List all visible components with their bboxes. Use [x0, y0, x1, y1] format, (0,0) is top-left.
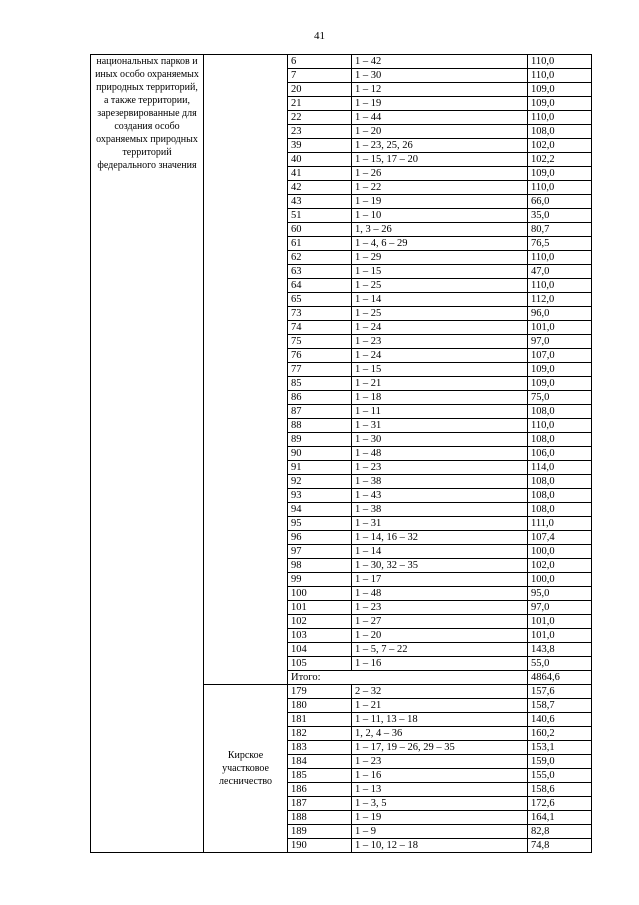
allotments-cell: 1 – 23 [352, 335, 528, 349]
allotments-cell: 1 – 31 [352, 419, 528, 433]
allotments-cell: 1 – 11, 13 – 18 [352, 713, 528, 727]
area-cell: 101,0 [528, 629, 592, 643]
quarter-cell: 85 [288, 377, 352, 391]
area-cell: 102,0 [528, 139, 592, 153]
area-cell: 109,0 [528, 363, 592, 377]
allotments-cell: 1 – 25 [352, 307, 528, 321]
allotments-cell: 1 – 11 [352, 405, 528, 419]
allotments-cell: 1 – 43 [352, 489, 528, 503]
quarter-cell: 86 [288, 391, 352, 405]
allotments-cell: 1 – 14 [352, 545, 528, 559]
forest-land-table [90, 54, 592, 853]
allotments-cell: 1 – 20 [352, 629, 528, 643]
quarter-cell: 39 [288, 139, 352, 153]
allotments-cell: 1 – 16 [352, 769, 528, 783]
allotments-cell: 1 – 24 [352, 321, 528, 335]
area-cell: 95,0 [528, 587, 592, 601]
quarter-cell: 75 [288, 335, 352, 349]
quarter-cell: 105 [288, 657, 352, 671]
area-cell: 108,0 [528, 125, 592, 139]
allotments-cell: 2 – 32 [352, 685, 528, 699]
quarter-cell: 42 [288, 181, 352, 195]
page-number: 41 [314, 30, 325, 42]
allotments-cell: 1 – 22 [352, 181, 528, 195]
allotments-cell: 1 – 30 [352, 433, 528, 447]
quarter-cell: 96 [288, 531, 352, 545]
allotments-cell: 1 – 20 [352, 125, 528, 139]
allotments-cell: 1 – 25 [352, 279, 528, 293]
area-cell: 157,6 [528, 685, 592, 699]
area-cell: 101,0 [528, 615, 592, 629]
allotments-cell: 1 – 17 [352, 573, 528, 587]
area-cell: 97,0 [528, 335, 592, 349]
allotments-cell: 1 – 29 [352, 251, 528, 265]
allotments-cell: 1 – 31 [352, 517, 528, 531]
area-cell: 114,0 [528, 461, 592, 475]
area-cell: 100,0 [528, 545, 592, 559]
area-cell: 102,0 [528, 559, 592, 573]
allotments-cell: 1 – 10, 12 – 18 [352, 839, 528, 853]
quarter-cell: 88 [288, 419, 352, 433]
allotments-cell: 1 – 48 [352, 447, 528, 461]
quarter-cell: 61 [288, 237, 352, 251]
quarter-cell: 91 [288, 461, 352, 475]
quarter-cell: 89 [288, 433, 352, 447]
allotments-cell: 1, 3 – 26 [352, 223, 528, 237]
area-cell: 35,0 [528, 209, 592, 223]
area-cell: 160,2 [528, 727, 592, 741]
quarter-cell: 90 [288, 447, 352, 461]
quarter-cell: 63 [288, 265, 352, 279]
area-cell: 110,0 [528, 279, 592, 293]
allotments-cell: 1 – 23 [352, 461, 528, 475]
area-cell: 97,0 [528, 601, 592, 615]
area-cell: 158,6 [528, 783, 592, 797]
area-cell: 108,0 [528, 433, 592, 447]
area-cell: 109,0 [528, 377, 592, 391]
area-cell: 109,0 [528, 97, 592, 111]
area-cell: 159,0 [528, 755, 592, 769]
allotments-cell: 1 – 27 [352, 615, 528, 629]
allotments-cell: 1 – 19 [352, 811, 528, 825]
quarter-cell: 104 [288, 643, 352, 657]
area-cell: 153,1 [528, 741, 592, 755]
quarter-cell: 189 [288, 825, 352, 839]
area-cell: 74,8 [528, 839, 592, 853]
allotments-cell: 1 – 4, 6 – 29 [352, 237, 528, 251]
table-row [91, 55, 592, 69]
allotments-cell: 1 – 23, 25, 26 [352, 139, 528, 153]
area-cell: 108,0 [528, 475, 592, 489]
allotments-cell: 1 – 26 [352, 167, 528, 181]
quarter-cell: 93 [288, 489, 352, 503]
allotments-cell: 1 – 42 [352, 55, 528, 69]
area-cell: 110,0 [528, 69, 592, 83]
allotments-cell: 1 – 24 [352, 349, 528, 363]
area-cell: 110,0 [528, 55, 592, 69]
allotments-cell: 1 – 3, 5 [352, 797, 528, 811]
area-cell: 96,0 [528, 307, 592, 321]
quarter-cell: 98 [288, 559, 352, 573]
forestry-cell-empty [204, 55, 288, 685]
area-cell: 110,0 [528, 419, 592, 433]
allotments-cell: 1 – 30, 32 – 35 [352, 559, 528, 573]
allotments-cell: 1 – 17, 19 – 26, 29 – 35 [352, 741, 528, 755]
quarter-cell: 187 [288, 797, 352, 811]
area-cell: 55,0 [528, 657, 592, 671]
quarter-cell: 77 [288, 363, 352, 377]
area-cell: 75,0 [528, 391, 592, 405]
quarter-cell: 51 [288, 209, 352, 223]
area-cell: 110,0 [528, 181, 592, 195]
quarter-cell: 92 [288, 475, 352, 489]
quarter-cell: 186 [288, 783, 352, 797]
quarter-cell: 95 [288, 517, 352, 531]
allotments-cell: 1 – 21 [352, 699, 528, 713]
area-cell: 80,7 [528, 223, 592, 237]
allotments-cell: 1 – 21 [352, 377, 528, 391]
quarter-cell: 185 [288, 769, 352, 783]
allotments-cell: 1 – 16 [352, 657, 528, 671]
allotments-cell: 1 – 15, 17 – 20 [352, 153, 528, 167]
area-cell: 101,0 [528, 321, 592, 335]
quarter-cell: 99 [288, 573, 352, 587]
allotments-cell: 1 – 14 [352, 293, 528, 307]
allotments-cell: 1 – 5, 7 – 22 [352, 643, 528, 657]
quarter-cell: 73 [288, 307, 352, 321]
total-label: Итого: [288, 671, 528, 685]
quarter-cell: 62 [288, 251, 352, 265]
area-cell: 108,0 [528, 489, 592, 503]
quarter-cell: 183 [288, 741, 352, 755]
allotments-cell: 1 – 48 [352, 587, 528, 601]
area-cell: 158,7 [528, 699, 592, 713]
allotments-cell: 1 – 23 [352, 601, 528, 615]
allotments-cell: 1 – 9 [352, 825, 528, 839]
area-cell: 100,0 [528, 573, 592, 587]
quarter-cell: 87 [288, 405, 352, 419]
allotments-cell: 1 – 15 [352, 265, 528, 279]
area-cell: 109,0 [528, 83, 592, 97]
area-cell: 111,0 [528, 517, 592, 531]
quarter-cell: 179 [288, 685, 352, 699]
quarter-cell: 41 [288, 167, 352, 181]
area-cell: 109,0 [528, 167, 592, 181]
area-cell: 164,1 [528, 811, 592, 825]
quarter-cell: 102 [288, 615, 352, 629]
quarter-cell: 100 [288, 587, 352, 601]
quarter-cell: 7 [288, 69, 352, 83]
quarter-cell: 184 [288, 755, 352, 769]
category-cell: национальных парков и иных особо охраняемых природных территорий, а также территории, зарезервированные для создания особо охраняемых природных территорий федерального значения [91, 55, 204, 853]
quarter-cell: 21 [288, 97, 352, 111]
quarter-cell: 97 [288, 545, 352, 559]
allotments-cell: 1 – 10 [352, 209, 528, 223]
quarter-cell: 180 [288, 699, 352, 713]
quarter-cell: 181 [288, 713, 352, 727]
allotments-cell: 1 – 38 [352, 503, 528, 517]
area-cell: 140,6 [528, 713, 592, 727]
area-cell: 172,6 [528, 797, 592, 811]
allotments-cell: 1 – 19 [352, 195, 528, 209]
area-cell: 82,8 [528, 825, 592, 839]
area-cell: 110,0 [528, 251, 592, 265]
allotments-cell: 1 – 30 [352, 69, 528, 83]
quarter-cell: 190 [288, 839, 352, 853]
quarter-cell: 101 [288, 601, 352, 615]
total-value: 4864,6 [528, 671, 592, 685]
allotments-cell: 1 – 44 [352, 111, 528, 125]
allotments-cell: 1 – 15 [352, 363, 528, 377]
quarter-cell: 20 [288, 83, 352, 97]
area-cell: 106,0 [528, 447, 592, 461]
allotments-cell: 1 – 38 [352, 475, 528, 489]
area-cell: 66,0 [528, 195, 592, 209]
area-cell: 110,0 [528, 111, 592, 125]
allotments-cell: 1 – 23 [352, 755, 528, 769]
forestry-name-cell: Кирское участковое лесничество [204, 685, 288, 853]
quarter-cell: 43 [288, 195, 352, 209]
quarter-cell: 40 [288, 153, 352, 167]
area-cell: 47,0 [528, 265, 592, 279]
area-cell: 76,5 [528, 237, 592, 251]
area-cell: 143,8 [528, 643, 592, 657]
area-cell: 107,4 [528, 531, 592, 545]
area-cell: 112,0 [528, 293, 592, 307]
area-cell: 102,2 [528, 153, 592, 167]
quarter-cell: 6 [288, 55, 352, 69]
quarter-cell: 182 [288, 727, 352, 741]
quarter-cell: 64 [288, 279, 352, 293]
area-cell: 108,0 [528, 405, 592, 419]
quarter-cell: 23 [288, 125, 352, 139]
quarter-cell: 60 [288, 223, 352, 237]
allotments-cell: 1 – 13 [352, 783, 528, 797]
area-cell: 107,0 [528, 349, 592, 363]
quarter-cell: 103 [288, 629, 352, 643]
quarter-cell: 22 [288, 111, 352, 125]
quarter-cell: 188 [288, 811, 352, 825]
allotments-cell: 1 – 19 [352, 97, 528, 111]
allotments-cell: 1 – 14, 16 – 32 [352, 531, 528, 545]
allotments-cell: 1 – 12 [352, 83, 528, 97]
area-cell: 155,0 [528, 769, 592, 783]
quarter-cell: 74 [288, 321, 352, 335]
quarter-cell: 94 [288, 503, 352, 517]
allotments-cell: 1 – 18 [352, 391, 528, 405]
quarter-cell: 76 [288, 349, 352, 363]
area-cell: 108,0 [528, 503, 592, 517]
quarter-cell: 65 [288, 293, 352, 307]
allotments-cell: 1, 2, 4 – 36 [352, 727, 528, 741]
